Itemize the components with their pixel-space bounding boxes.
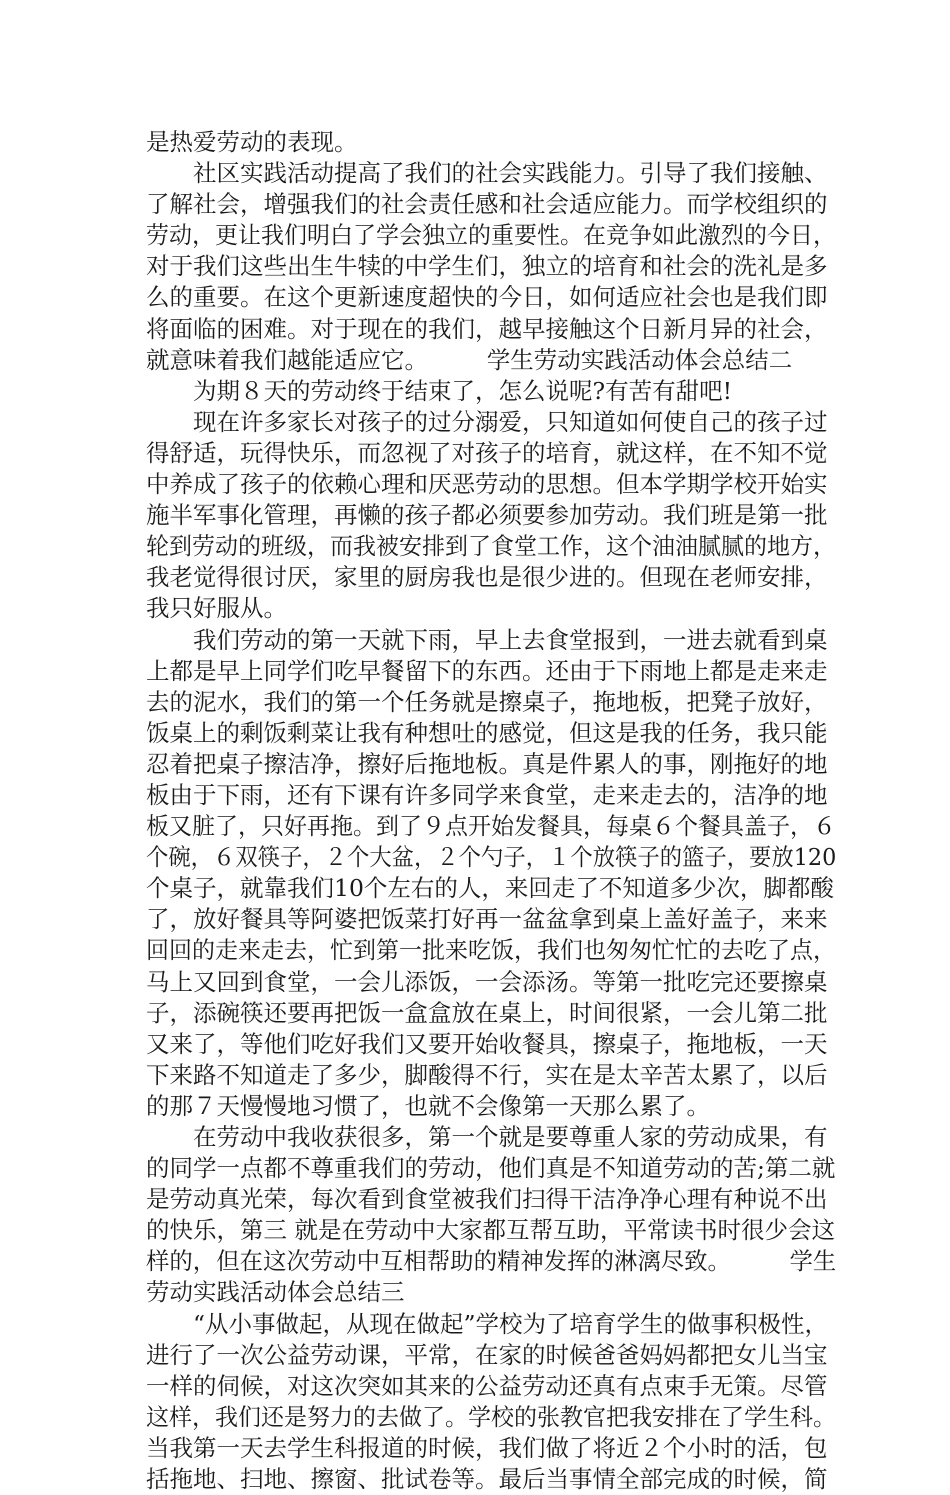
text-line: 忍着把桌子擦洁净，擦好后拖地板。真是件累人的事，刚拖好的地	[146, 749, 828, 778]
text-line: 去的泥水，我们的第一个任务就是擦桌子，拖地板，把凳子放好，	[146, 687, 828, 716]
text-line: 么的重要。在这个更新速度超快的今日，如何适应社会也是我们即	[146, 283, 828, 312]
text-line: 得舒适，玩得快乐，而忽视了对孩子的培育，就这样，在不知不觉	[146, 438, 828, 467]
text-line: 劳动实践活动体会总结三	[146, 1278, 405, 1307]
text-line: 了，放好餐具等阿婆把饭菜打好再一盆盆拿到桌上盖好盖子，来来	[146, 905, 828, 934]
text-line: 下来路不知道走了多少，脚酸得不行，实在是太辛苦太累了，以后	[146, 1060, 828, 1089]
text-line: 上都是早上同学们吃早餐留下的东西。还由于下雨地上都是走来走	[146, 656, 828, 685]
text-line: 施半军事化管理，再懒的孩子都必须要参加劳动。我们班是第一批	[146, 501, 828, 530]
text-line: 对于我们这些出生牛犊的中学生们，独立的培育和社会的洗礼是多	[146, 252, 828, 281]
text-line: 进行了一次公益劳动课，平常，在家的时候爸爸妈妈都把女儿当宝	[146, 1340, 828, 1369]
text-line: 板由于下雨，还有下课有许多同学来食堂，走来走去的，洁净的地	[146, 780, 828, 809]
text-line: 中养成了孩子的依赖心理和厌恶劳动的思想。但本学期学校开始实	[146, 470, 828, 499]
text-line: 马上又回到食堂，一会儿添饭，一会添汤。等第一批吃完还要擦桌	[146, 967, 828, 996]
text-line: 个碗，６双筷子，２个大盆，２个勺子，１个放筷子的篮子，要放120	[146, 843, 837, 872]
text-line: 是劳动真光荣，每次看到食堂被我们扫得干洁净净心理有种说不出	[146, 1185, 828, 1214]
text-line: 又来了，等他们吃好我们又要开始收餐具，擦桌子，拖地板，一天	[146, 1029, 828, 1058]
text-line: 回回的走来走去，忙到第一批来吃饭，我们也匆匆忙忙的去吃了点，	[146, 936, 836, 965]
text-line: 括拖地、扫地、擦窗、批试卷等。最后当事情全部完成的时候，简	[146, 1465, 828, 1494]
text-line: 我们劳动的第一天就下雨，早上去食堂报到，一进去就看到桌	[146, 625, 828, 654]
text-line: “从小事做起，从现在做起”学校为了培育学生的做事积极性，	[146, 1309, 829, 1338]
text-line: 板又脏了，只好再拖。到了９点开始发餐具，每桌６个餐具盖子，６	[146, 812, 836, 841]
text-line: 社区实践活动提高了我们的社会实践能力。引导了我们接触、	[146, 159, 828, 188]
text-line: 在劳动中我收获很多，第一个就是要尊重人家的劳动成果，有	[146, 1123, 828, 1151]
text-line: 饭桌上的剩饭剩菜让我有种想吐的感觉，但这是我的任务，我只能	[146, 718, 828, 747]
text-line: 的同学一点都不尊重我们的劳动，他们真是不知道劳动的苦;第二就	[146, 1154, 836, 1183]
text-line: 轮到劳动的班级，而我被安排到了食堂工作，这个油油腻腻的地方，	[146, 532, 836, 561]
document-body-text	[146, 127, 836, 1495]
text-line: 子，添碗筷还要再把饭一盒盒放在桌上，时间很紧，一会儿第二批	[146, 998, 828, 1027]
text-line: 个桌子，就靠我们10个左右的人，来回走了不知道多少次，脚都酸	[146, 874, 834, 903]
text-line: 当我第一天去学生科报道的时候，我们做了将近２个小时的活，包	[146, 1433, 828, 1462]
text-line: 为期８天的劳动终于结束了，怎么说呢?有苦有甜吧!	[146, 376, 733, 405]
text-line: 的那７天慢慢地习惯了，也就不会像第一天那么累了。	[146, 1091, 710, 1120]
text-line: 劳动，更让我们明白了学会独立的重要性。在竞争如此激烈的今日，	[146, 221, 836, 250]
text-line: 样的，但在这次劳动中互相帮助的精神发挥的淋漓尽致。 学生	[146, 1247, 837, 1276]
text-line: 了解社会，增强我们的社会责任感和社会适应能力。而学校组织的	[146, 190, 828, 219]
text-line: 我只好服从。	[146, 594, 287, 623]
text-line: 一样的伺候，对这次突如其来的公益劳动还真有点束手无策。尽管	[146, 1371, 828, 1400]
text-line: 是热爱劳动的表现。	[146, 128, 358, 156]
text-line: 就意味着我们越能适应它。 学生劳动实践活动体会总结二	[146, 345, 793, 374]
text-line: 的快乐，第三 就是在劳动中大家都互帮互助，平常读书时很少会这	[146, 1216, 835, 1245]
text-line: 将面临的困难。对于现在的我们，越早接触这个日新月异的社会，	[146, 314, 828, 343]
text-line: 这样，我们还是努力的去做了。学校的张教官把我安排在了学生科。	[146, 1402, 836, 1431]
text-line: 我老觉得很讨厌，家里的厨房我也是很少进的。但现在老师安排，	[146, 563, 828, 592]
text-line: 现在许多家长对孩子的过分溺爱，只知道如何使自己的孩子过	[146, 407, 828, 436]
